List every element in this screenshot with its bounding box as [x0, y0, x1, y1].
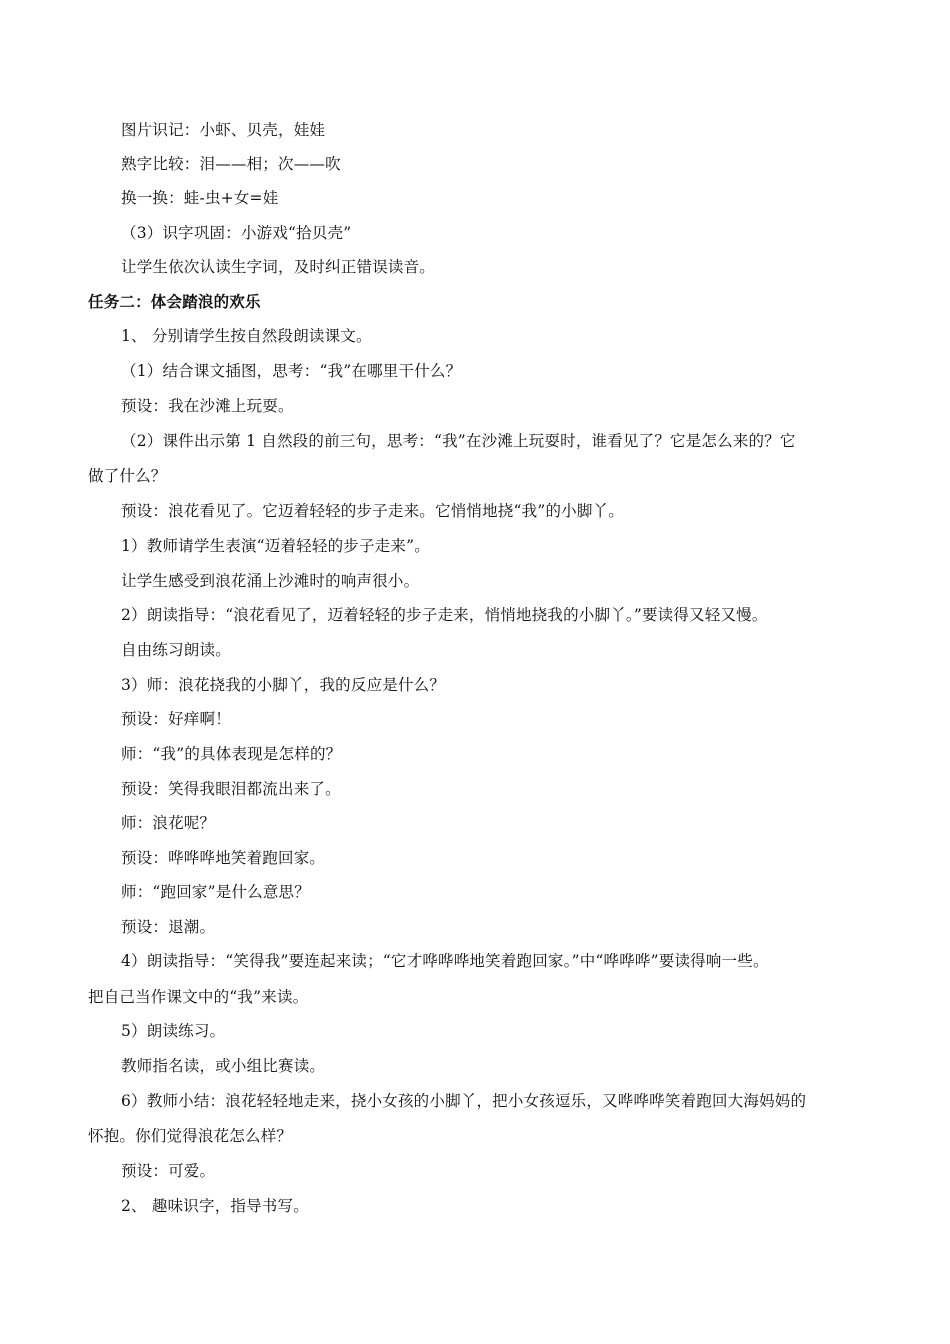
text-line: 师：浪花呢？ — [121, 814, 216, 832]
text-line: 预设：好痒啊！ — [121, 710, 231, 728]
text-line: 3）师：浪花挠我的小脚丫，我的反应是什么？ — [121, 676, 446, 694]
text-line: 1、 分别请学生按自然段朗读课文。 — [121, 327, 372, 345]
text-line: 教师指名读，或小组比赛读。 — [121, 1057, 326, 1075]
text-line: 熟字比较：泪——相；次——吹 — [121, 155, 341, 173]
text-line: 预设：哗哗哗地笑着跑回家。 — [121, 849, 326, 867]
text-line: 师：“我”的具体表现是怎样的？ — [121, 745, 342, 763]
text-line: （1）结合课文插图，思考：“我”在哪里干什么？ — [121, 362, 462, 380]
text-line: 预设：笑得我眼泪都流出来了。 — [121, 780, 341, 798]
text-line: （3）识字巩固：小游戏“拾贝壳” — [121, 224, 352, 242]
text-line: 6）教师小结：浪花轻轻地走来，挠小女孩的小脚丫，把小女孩逗乐，又哗哗哗笑着跑回大海妈妈的 — [121, 1092, 807, 1110]
text-line: 图片识记：小虾、贝壳，娃娃 — [121, 121, 326, 139]
text-line: 把自己当作课文中的“我”来读。 — [88, 988, 309, 1006]
text-line: 预设：退潮。 — [121, 918, 216, 936]
text-line: （2）课件出示第 1 自然段的前三句，思考：“我”在沙滩上玩耍时，谁看见了？它是怎么来的？它 — [121, 432, 796, 450]
text-line: 让学生依次认读生字词，及时纠正错误读音。 — [121, 258, 436, 276]
text-line: 预设：可爱。 — [121, 1162, 216, 1180]
section-heading: 任务二：体会踏浪的欢乐 — [88, 293, 261, 311]
text-line: 做了什么？ — [88, 467, 167, 485]
text-line: 让学生感受到浪花涌上沙滩时的响声很小。 — [121, 572, 420, 590]
text-line: 自由练习朗读。 — [121, 641, 231, 659]
text-line: 4）朗读指导：“笑得我”要连起来读；“它才哗哗哗地笑着跑回家。”中“哗哗哗”要读得响一些。 — [121, 952, 769, 970]
text-line: 师：“跑回家”是什么意思？ — [121, 883, 310, 901]
text-line: 1）教师请学生表演“迈着轻轻的步子走来”。 — [121, 537, 430, 555]
text-line: 5）朗读练习。 — [121, 1022, 226, 1040]
text-line: 怀抱。你们觉得浪花怎么样？ — [88, 1127, 293, 1145]
text-line: 2、 趣味识字，指导书写。 — [121, 1197, 309, 1215]
text-line: 2）朗读指导：“浪花看见了，迈着轻轻的步子走来，悄悄地挠我的小脚丫。”要读得又轻又慢。 — [121, 606, 768, 624]
text-line: 换一换：蛙-虫+女=娃 — [121, 189, 279, 207]
text-line: 预设：我在沙滩上玩耍。 — [121, 397, 294, 415]
text-line: 预设：浪花看见了。它迈着轻轻的步子走来。它悄悄地挠“我”的小脚丫。 — [121, 502, 624, 520]
